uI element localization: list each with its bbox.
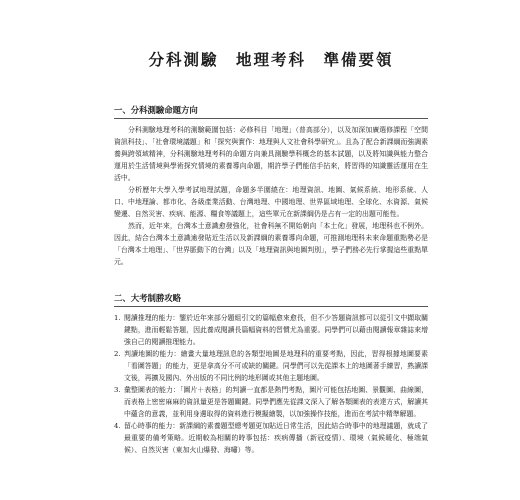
list-item — [114, 348, 428, 384]
list-item-number: 2. — [114, 350, 121, 358]
section-exam-strategy — [114, 292, 428, 456]
list-item-text: 閱讀推理的能力：鑒於近年來部分題組引文的篇幅愈來愈長，但不少答題資訊都可以從引文中擷取關鍵點，進而輕鬆答題，因此養成閱讀長篇幅資料的習慣尤為重要。同學們可以藉由閱讀報章雜誌來增強自己的閱讀推理能力。 — [124, 314, 428, 346]
strategy-list — [114, 312, 428, 456]
section-heading: 一、分科測驗命題方向 — [114, 105, 198, 115]
paragraph: 分析歷年大學入學考試地理試題，命題多半圍繞在：地理資訊、地圖、氣候系統、地形系統、人口、中地理論、都市化、各級產業活動、台灣地理、中國地理、世界區域地理、全球化、水資源、氣候變遷、自然災害、疾病、能源、糧食等議題上，這些單元在新課綱仍是占有一定的出題可能性。 — [114, 186, 428, 218]
list-item-text: 判讀地圖的能力：繪畫大量地理訊息的各類型地圖是地理科的重要考點，因此，習得根據地圖要素「看圖答題」的能力，更是拿高分不可或缺的關鍵。同學們可以先從課本上的地圖著手練習，熟讀課文後，再擴及國內、外出版的不同比例的地形圖或其他主題地圖。 — [124, 350, 428, 382]
page-title: 分科測驗 地理考科 準備要領 — [148, 50, 394, 69]
list-item — [114, 420, 428, 456]
section-heading: 二、大考制勝攻略 — [114, 293, 181, 303]
paragraph: 分科測驗地理考科的測驗範圍包括：必修科目「地理」（普高部分），以及加深加廣選修課程「空間資訊科技」、「社會環境議題」和「探究與實作：地理與人文社會科學研究」。且為了配合新課綱而強調素養與跨領域精神，分科測驗地理考科的命題方向兼具測驗學科概念的基本試題，以及將知識與能力整合運用於生活情境與學術探究情境的素養導向命題，期許學子們能信手拈來，將習得的知識靈活運用在生活中。 — [114, 126, 428, 182]
list-item-number: 3. — [114, 386, 121, 394]
list-item — [114, 312, 428, 348]
list-item-number: 1. — [114, 314, 121, 322]
list-item-text: 留心時事的能力：新課綱的素養題型總考題更加貼近日常生活，因此結合時事中的地理議題，就成了最重要的備考策略。近期較為相關的時事包括：疾病傳播（新冠疫情）、環境（氣候暖化、極端氣候）、自然災害（東加火山爆發、海嘯）等。 — [124, 422, 428, 454]
list-item-number: 4. — [114, 422, 121, 430]
section-command-direction — [114, 104, 428, 268]
list-item-text: 彙整圖表的能力：「圖片＋表格」的判讀一直都是熱門考點，圖片可能包括地圖、景觀圖、曲線圖，而表格上密密麻麻的資訊量更是答題關鍵。同學們應先從課文深入了解各類圖表的表達方式，解讀其中蘊含的意義，並利用身邊取得的資料進行模擬繪製，以加強操作技能，進而在考試中精準解題。 — [124, 386, 428, 418]
list-item — [114, 384, 428, 420]
section-divider — [114, 306, 428, 307]
section-divider — [114, 118, 428, 119]
paragraph: 然而，近年來，台灣本土意識愈發強化，社會科無不開始朝向「本土化」發展，地理科也不例外。因此，結合台灣本土意識逾發貼近生活以及新課綱的素養導向命題，可推測地理科未來命題重點勢必是「台灣本土地理」、「世界脈動下的台灣」以及「地理資訊與地圖判別」，學子們務必先行掌握這些重點單元。 — [114, 222, 428, 266]
